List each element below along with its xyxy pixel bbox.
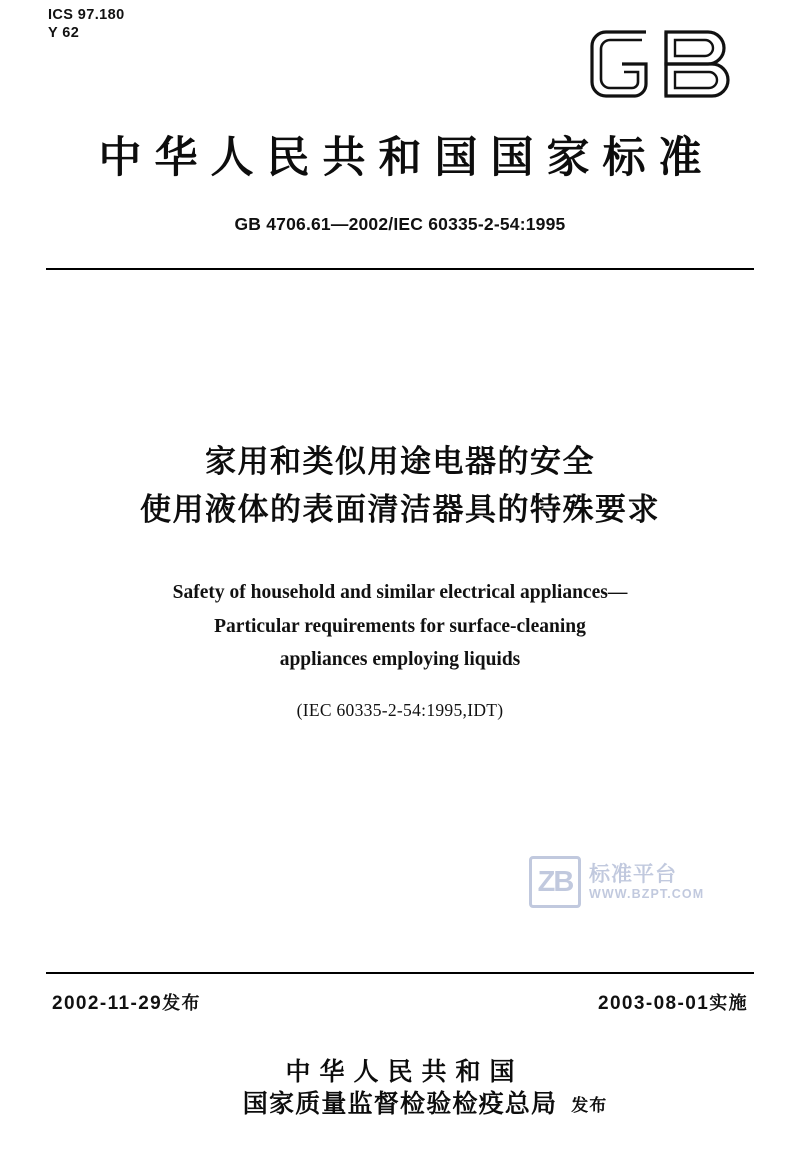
issue-date-label: 发布 [162,993,201,1014]
watermark-badge-icon: ZB [529,856,581,908]
issue-date-value: 2002-11-29 [52,993,163,1014]
classification-code: Y 62 [48,25,80,42]
implementation-date-value: 2003-08-01 [597,993,710,1014]
divider-top [46,268,754,270]
implementation-date [598,989,748,1015]
standard-number: GB 4706.61—2002/IEC 60335-2-54:1995 [234,214,566,234]
issuer-line2: 国家质量监督检验检疫总局 [242,1089,558,1118]
title-chinese [0,438,800,534]
title-english-line3: appliances employing liquids [279,649,521,671]
series-title: 中华人民共和国国家标准 [98,133,715,183]
watermark-name: 标准平台 [589,862,677,887]
title-english-line1: Safety of household and similar electrical appliances— [172,582,628,603]
title-chinese-line2: 使用液体的表面清洁器具的特殊要求 [140,492,660,529]
title-english [0,576,800,677]
issue-date [52,989,201,1015]
watermark [529,856,704,908]
idt-note: (IEC 60335-2-54:1995,IDT) [296,700,504,720]
watermark-text [589,862,704,901]
title-english-line2: Particular requirements for surface-cleaning [214,615,586,637]
divider-bottom [46,972,754,974]
implementation-date-label: 实施 [709,993,748,1014]
ics-block [48,6,125,42]
ics-code: ICS 97.180 [48,7,125,23]
issuer-line1: 中华人民共和国 [285,1057,524,1086]
issuer-block [0,1056,800,1120]
publish-label: 发布 [571,1096,608,1116]
gb-logo-icon [584,18,754,110]
title-chinese-line1: 家用和类似用途电器的安全 [205,444,595,480]
issuer-wrap [242,1056,608,1120]
watermark-url: WWW.BZPT.COM [589,886,705,901]
